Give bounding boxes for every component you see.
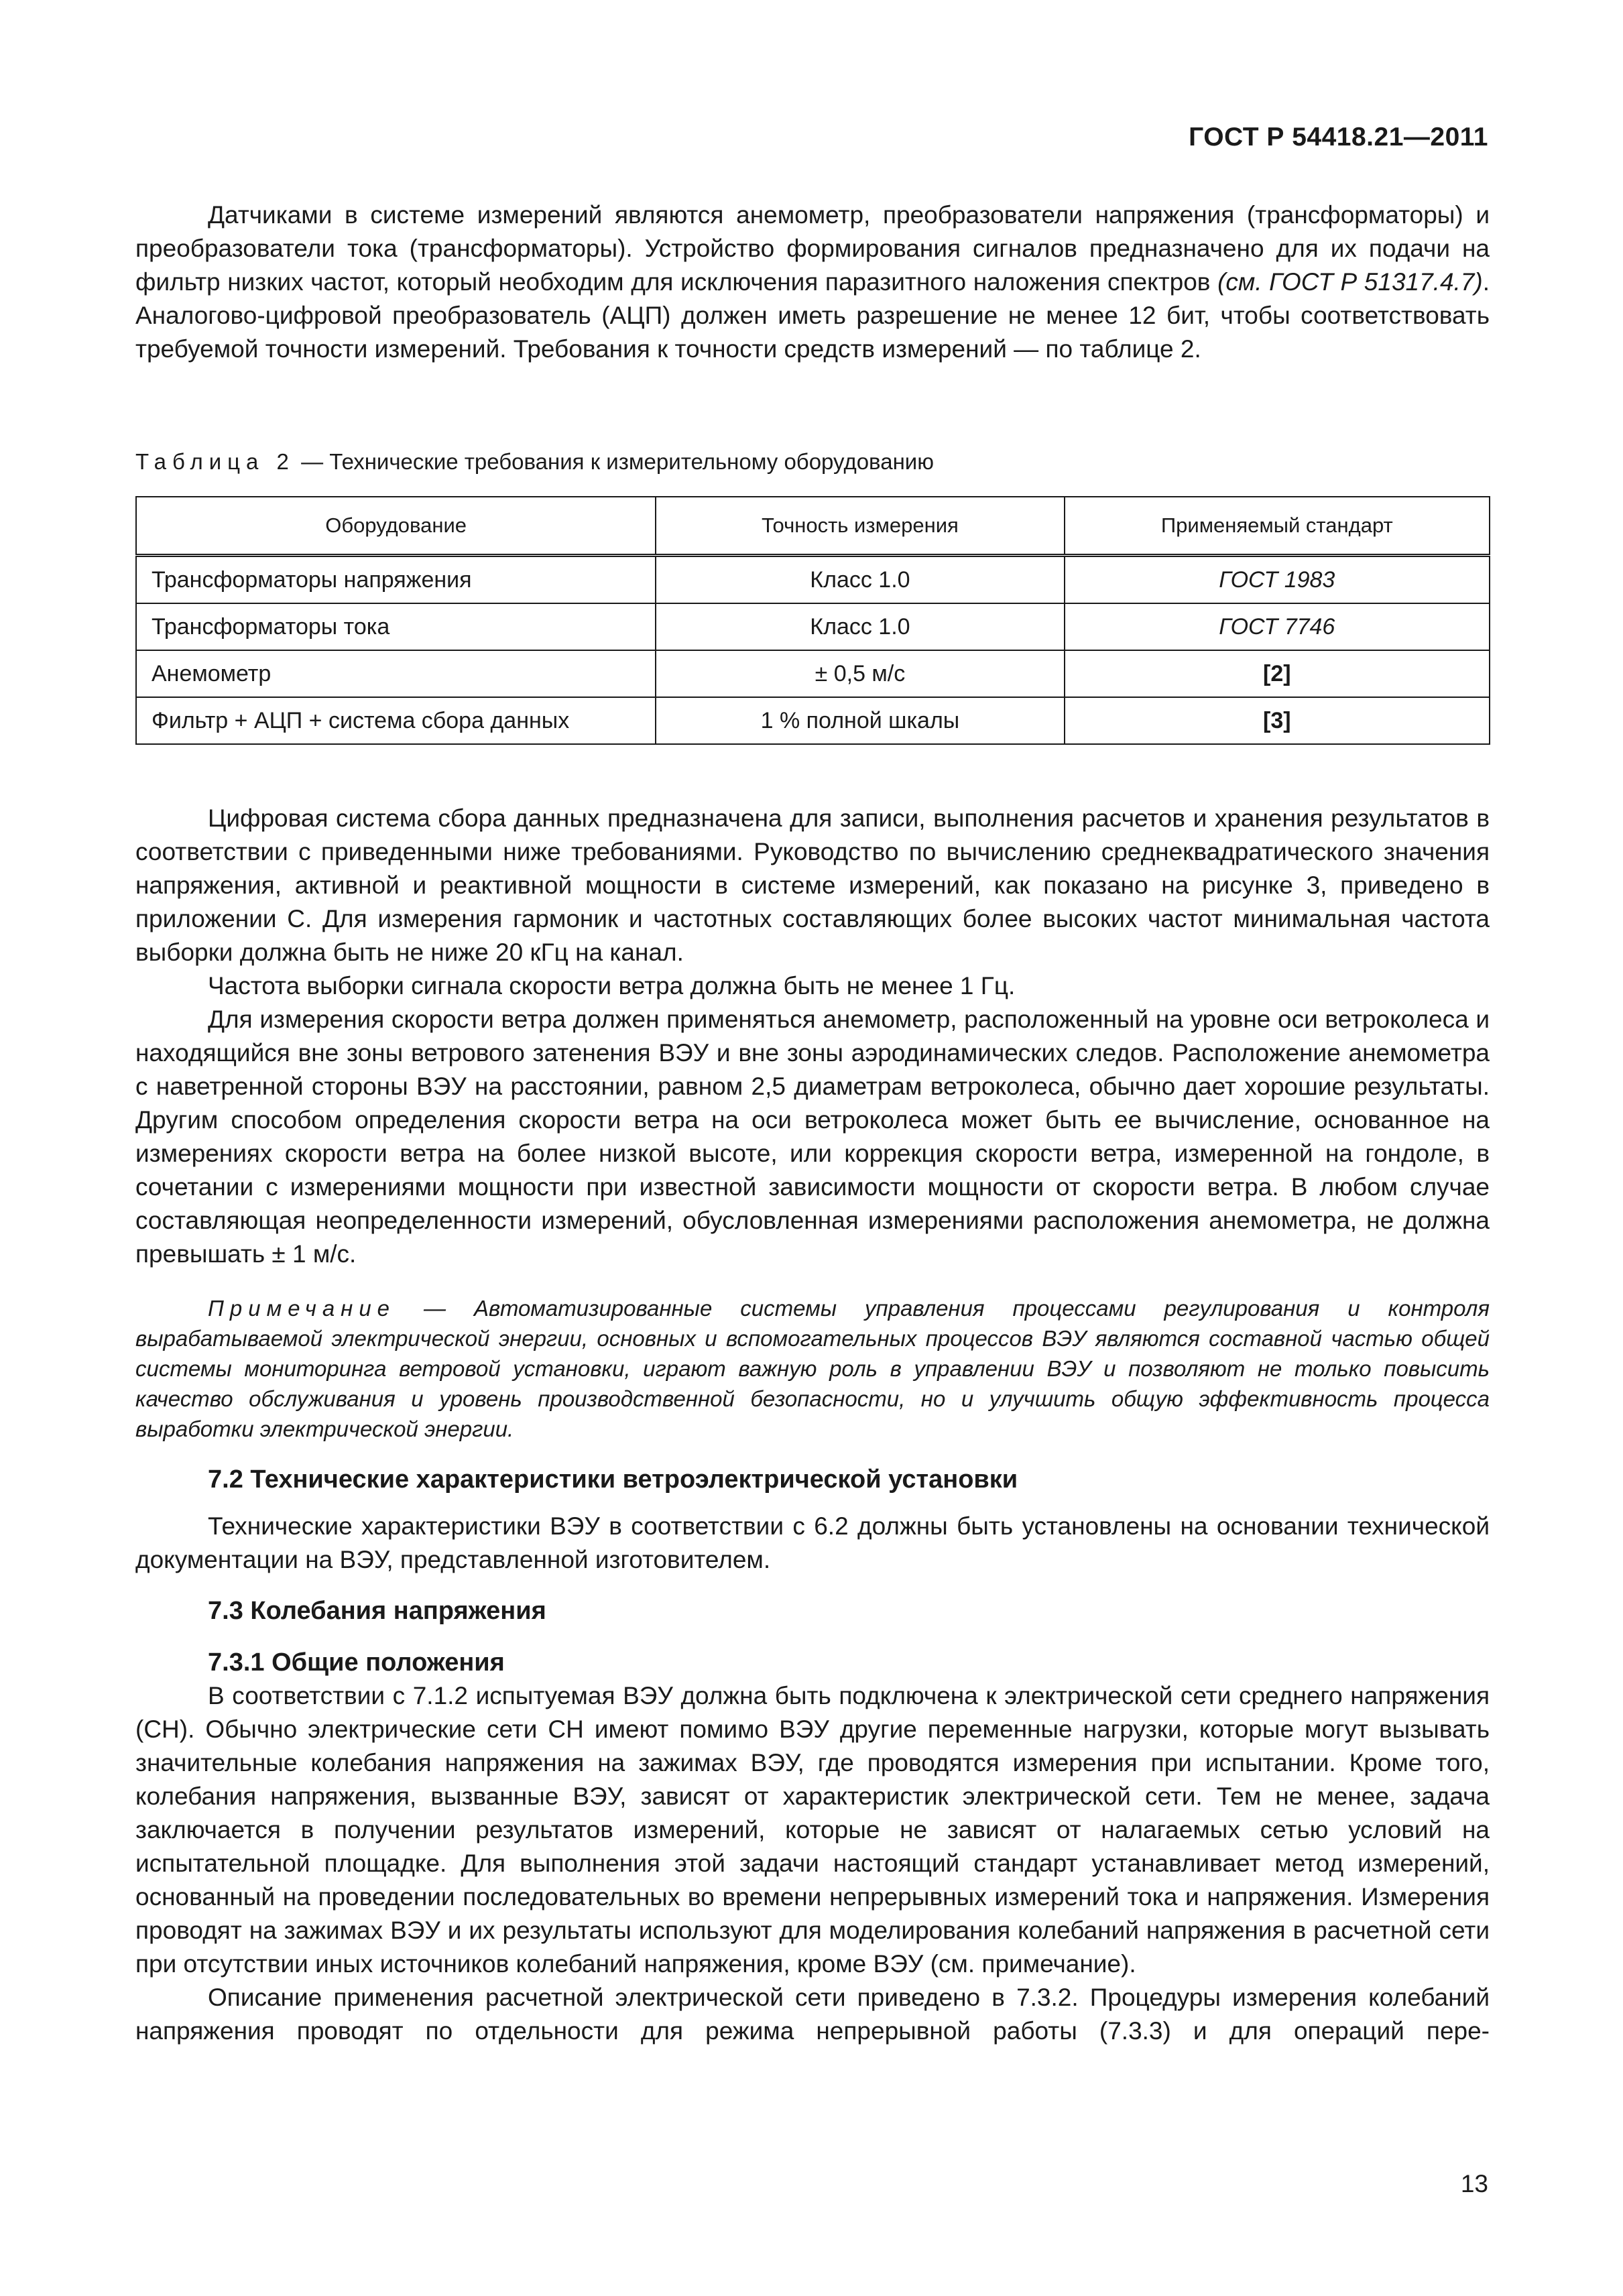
table-row xyxy=(136,603,1490,650)
table-caption-text: — Технические требования к измерительному оборудованию xyxy=(294,449,934,474)
table-cell-equipment: Фильтр + АЦП + система сбора данных xyxy=(136,697,656,744)
intro-paragraph xyxy=(135,198,1490,366)
table-cell-accuracy: Класс 1.0 xyxy=(656,556,1064,604)
table-cell-equipment: Анемометр xyxy=(136,650,656,697)
table-header-standard: Применяемый стандарт xyxy=(1065,497,1490,556)
intro-section xyxy=(135,198,1490,366)
table-caption xyxy=(135,447,934,477)
main-section xyxy=(135,802,1490,1271)
standard-code: ГОСТ Р 54418.21—2011 xyxy=(1189,123,1488,152)
table-cell-standard: ГОСТ 1983 xyxy=(1065,556,1490,604)
main-paragraph-sampling-rate: Частота выборки сигнала скорости ветра должна быть не менее 1 Гц. xyxy=(208,972,1016,1000)
table-header-row xyxy=(136,497,1490,556)
section-7-2-body xyxy=(135,1510,1490,1577)
table-cell-accuracy: Класс 1.0 xyxy=(656,603,1064,650)
table-cell-standard: [3] xyxy=(1065,697,1490,744)
requirements-table xyxy=(135,496,1490,745)
intro-reference: (см. ГОСТ Р 51317.4.7) xyxy=(1217,268,1483,296)
intro-text-a: Датчиками в системе измерений являются анемометр, преобразователи напряжения (трансформаторы) и преобразователи тока (трансформаторы). Устройство формирования сигналов предназначено для их подачи на фильтр низких частот, который необходим для исключения паразитного наложения спектров xyxy=(135,201,1490,296)
section-heading-7-2: 7.2 Технические характеристики ветроэлектрической установки xyxy=(208,1465,1018,1494)
table-cell-accuracy: ± 0,5 м/с xyxy=(656,650,1064,697)
section-heading-7-3-1: 7.3.1 Общие положения xyxy=(208,1648,505,1677)
section-7-3-1-body xyxy=(135,1679,1490,2048)
table-row xyxy=(136,697,1490,744)
table-caption-label: Таблица 2 xyxy=(135,449,295,474)
table-cell-standard: [2] xyxy=(1065,650,1490,697)
table-row xyxy=(136,556,1490,604)
table-cell-accuracy: 1 % полной шкалы xyxy=(656,697,1064,744)
intro-text-b: . Аналогово-цифровой преобразователь (АЦП) должен иметь разрешение не менее 12 бит, чтобы соответствовать требуемой точности измерений. Требования к точности средств измерений — по таблице 2. xyxy=(135,268,1490,363)
note-label: Примечание xyxy=(208,1296,396,1321)
table-row xyxy=(136,650,1490,697)
section-7-2-paragraph: Технические характеристики ВЭУ в соответствии с 6.2 должны быть установлены на основании технической документации на ВЭУ, представленной изготовителем. xyxy=(135,1512,1490,1573)
section-7-3-1-paragraph-2: Описание применения расчетной электрической сети приведено в 7.3.2. Процедуры измерения колебаний напряжения проводят по отдельности для режима непрерывной работы (7.3.3) и для операций пере- xyxy=(135,1984,1490,2045)
main-paragraph-data-acquisition: Цифровая система сбора данных предназначена для записи, выполнения расчетов и хранения результатов в соответствии с приведенными ниже требованиями. Руководство по вычислению среднеквадратического значения напряжения, активной и реактивной мощности в системе измерений, как показано на рисунке 3, приведено в приложении С. Для измерения гармоник и частотных составляющих более высоких частот минимальная частота выборки должна быть не ниже 20 кГц на канал. xyxy=(135,804,1490,966)
section-heading-7-3: 7.3 Колебания напряжения xyxy=(208,1597,546,1625)
note-block xyxy=(135,1293,1490,1444)
page-number: 13 xyxy=(1460,2170,1488,2197)
table-cell-equipment: Трансформаторы тока xyxy=(136,603,656,650)
note-paragraph xyxy=(135,1293,1490,1444)
table-cell-standard: ГОСТ 7746 xyxy=(1065,603,1490,650)
section-7-3-1-paragraph-1: В соответствии с 7.1.2 испытуемая ВЭУ должна быть подключена к электрической сети среднего напряжения (СН). Обычно электрические сети СН имеют помимо ВЭУ другие переменные нагрузки, которые могут вызывать значительные колебания напряжения на зажимах ВЭУ, где проводятся измерения при испытании. Кроме того, колебания напряжения, вызванные ВЭУ, зависят от характеристик электрической сети. Тем не менее, задача заключается в получении результатов измерений, которые не зависят от налагаемых сетью условий на испытательной площадке. Для выполнения этой задачи настоящий стандарт устанавливает метод измерений, основанный на проведении последовательных во времени непрерывных измерений тока и напряжения. Измерения проводят на зажимах ВЭУ и их результаты используют для моделирования колебаний напряжения в расчетной сети при отсутствии иных источников колебаний напряжения, кроме ВЭУ (см. примечание). xyxy=(135,1682,1490,1978)
main-paragraph-anemometer: Для измерения скорости ветра должен применяться анемометр, расположенный на уровне оси ветроколеса и находящийся вне зоны ветрового затенения ВЭУ и вне зоны аэродинамических следов. Расположение анемометра с наветренной стороны ВЭУ на расстоянии, равном 2,5 диаметрам ветроколеса, обычно дает хорошие результаты. Другим способом определения скорости ветра на оси ветроколеса может быть ее вычисление, основанное на измерениях скорости ветра на более низкой высоте, или коррекция скорости ветра, измеренной на гондоле, в сочетании с измерениями мощности при известной зависимости мощности от скорости ветра. В любом случае составляющая неопределенности измерений, обусловленная измерениями расположения анемометра, не должна превышать ± 1 м/с. xyxy=(135,1006,1490,1268)
note-text: — Автоматизированные системы управления процессами регулирования и контроля вырабатываемой электрической энергии, основных и вспомогательных процессов ВЭУ являются составной частью общей системы мониторинга ветровой установки, играют важную роль в управлении ВЭУ и позволяют не только повысить качество обслуживания и уровень производственной безопасности, но и улучшить общую эффективность процесса выработки электрической энергии. xyxy=(135,1296,1490,1441)
table-header-equipment: Оборудование xyxy=(136,497,656,556)
table-header-accuracy: Точность измерения xyxy=(656,497,1064,556)
table-cell-equipment: Трансформаторы напряжения xyxy=(136,556,656,604)
